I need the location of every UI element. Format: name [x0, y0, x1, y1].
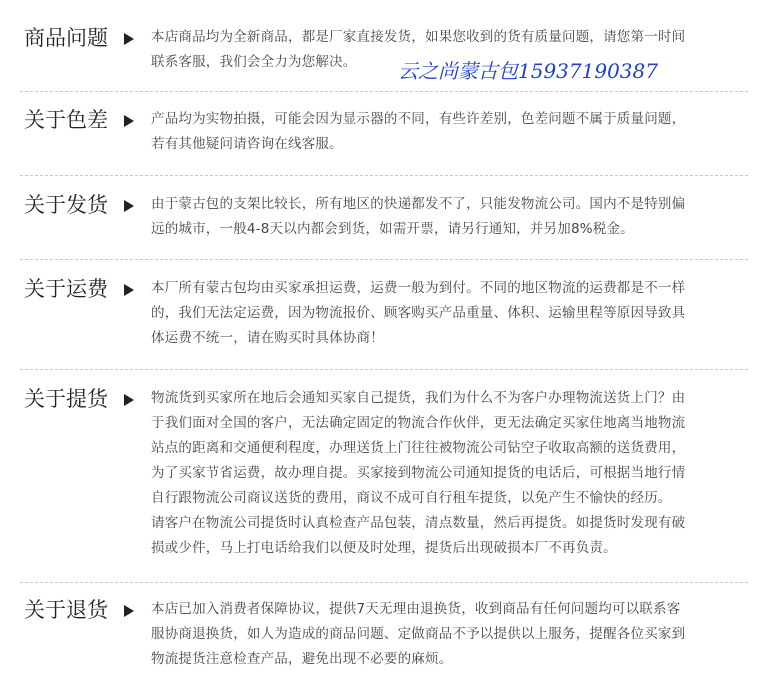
- body-line: 产品均为实物拍摄，可能会因为显示器的不同，有些许差别，色差问题不属于质量问题，: [151, 111, 686, 127]
- body-line: 损或少件，马上打电话给我们以便及时处理，提货后出现破损本厂不再负责。: [151, 540, 617, 556]
- section-divider: [20, 259, 748, 260]
- body-line: 站点的距离和交通便利程度，办理送货上门往往被物流公司钻空子收取高额的送货费用，: [151, 440, 686, 456]
- body-line: 物流货到买家所在地后会通知买家自己提货，我们为什么不为客户办理物流送货上门？由: [151, 390, 686, 406]
- section-divider: [20, 582, 748, 583]
- section-body: [151, 386, 741, 561]
- body-line: 服协商退换货，如人为造成的商品问题、定做商品不予以提供以上服务，提醒各位买家到: [151, 626, 686, 642]
- section-body: [151, 107, 741, 157]
- section-title: 关于运费: [24, 277, 108, 301]
- triangle-right-icon: [124, 200, 134, 212]
- triangle-right-icon: [124, 605, 134, 617]
- section-title: 关于色差: [24, 108, 108, 132]
- body-line: 为了买家节省运费，故办理自提。买家接到物流公司通知提货的电话后，可根据当地行情: [151, 465, 686, 481]
- section-divider: [20, 369, 748, 370]
- body-line: 于我们面对全国的客户，无法确定固定的物流合作伙伴，更无法确定买家住地离当地物流: [151, 415, 686, 431]
- body-line: 联系客服，我们会全力为您解决。: [151, 54, 357, 70]
- triangle-right-icon: [124, 394, 134, 406]
- body-line: 请客户在物流公司提货时认真检查产品包装，清点数量，然后再提货。如提货时发现有破: [151, 515, 686, 531]
- triangle-right-icon: [124, 115, 134, 127]
- body-line: 本店商品均为全新商品，都是厂家直接发货，如果您收到的货有质量问题，请您第一时间: [151, 29, 686, 45]
- section-title: 关于退货: [24, 598, 108, 622]
- body-line: 本店已加入消费者保障协议，提供7天无理由退换货，收到商品有任何问题均可以联系客: [151, 601, 681, 617]
- section-body: [151, 597, 741, 672]
- section-title: 关于提货: [24, 387, 108, 411]
- section-divider: [20, 175, 748, 176]
- body-line: 物流提货注意检查产品，避免出现不必要的麻烦。: [151, 651, 453, 667]
- section-body: [151, 192, 741, 242]
- triangle-right-icon: [124, 33, 134, 45]
- section-title: 商品问题: [24, 26, 108, 50]
- body-line: 自行跟物流公司商议送货的费用，商议不成可自行租车提货，以免产生不愉快的经历。: [151, 490, 672, 506]
- section-title: 关于发货: [24, 193, 108, 217]
- body-line: 本厂所有蒙古包均由买家承担运费，运费一般为到付。不同的地区物流的运费都是不一样: [151, 280, 686, 296]
- section-body: [151, 276, 741, 351]
- triangle-right-icon: [124, 284, 134, 296]
- watermark-text: 云之尚蒙古包15937190387: [398, 59, 658, 83]
- section-divider: [20, 91, 748, 92]
- body-line: 若有其他疑问请咨询在线客服。: [151, 136, 343, 152]
- body-line: 远的城市，一般4-8天以内都会到货，如需开票，请另行通知，并另加8%税金。: [151, 221, 634, 237]
- body-line: 由于蒙古包的支架比较长，所有地区的快递都发不了，只能发物流公司。国内不是特别偏: [151, 196, 686, 212]
- body-line: 体运费不统一，请在购买时具体协商！: [151, 330, 384, 346]
- body-line: 的，我们无法定运费，因为物流报价、顾客购买产品重量、体积、运输里程等原因导致具: [151, 305, 686, 321]
